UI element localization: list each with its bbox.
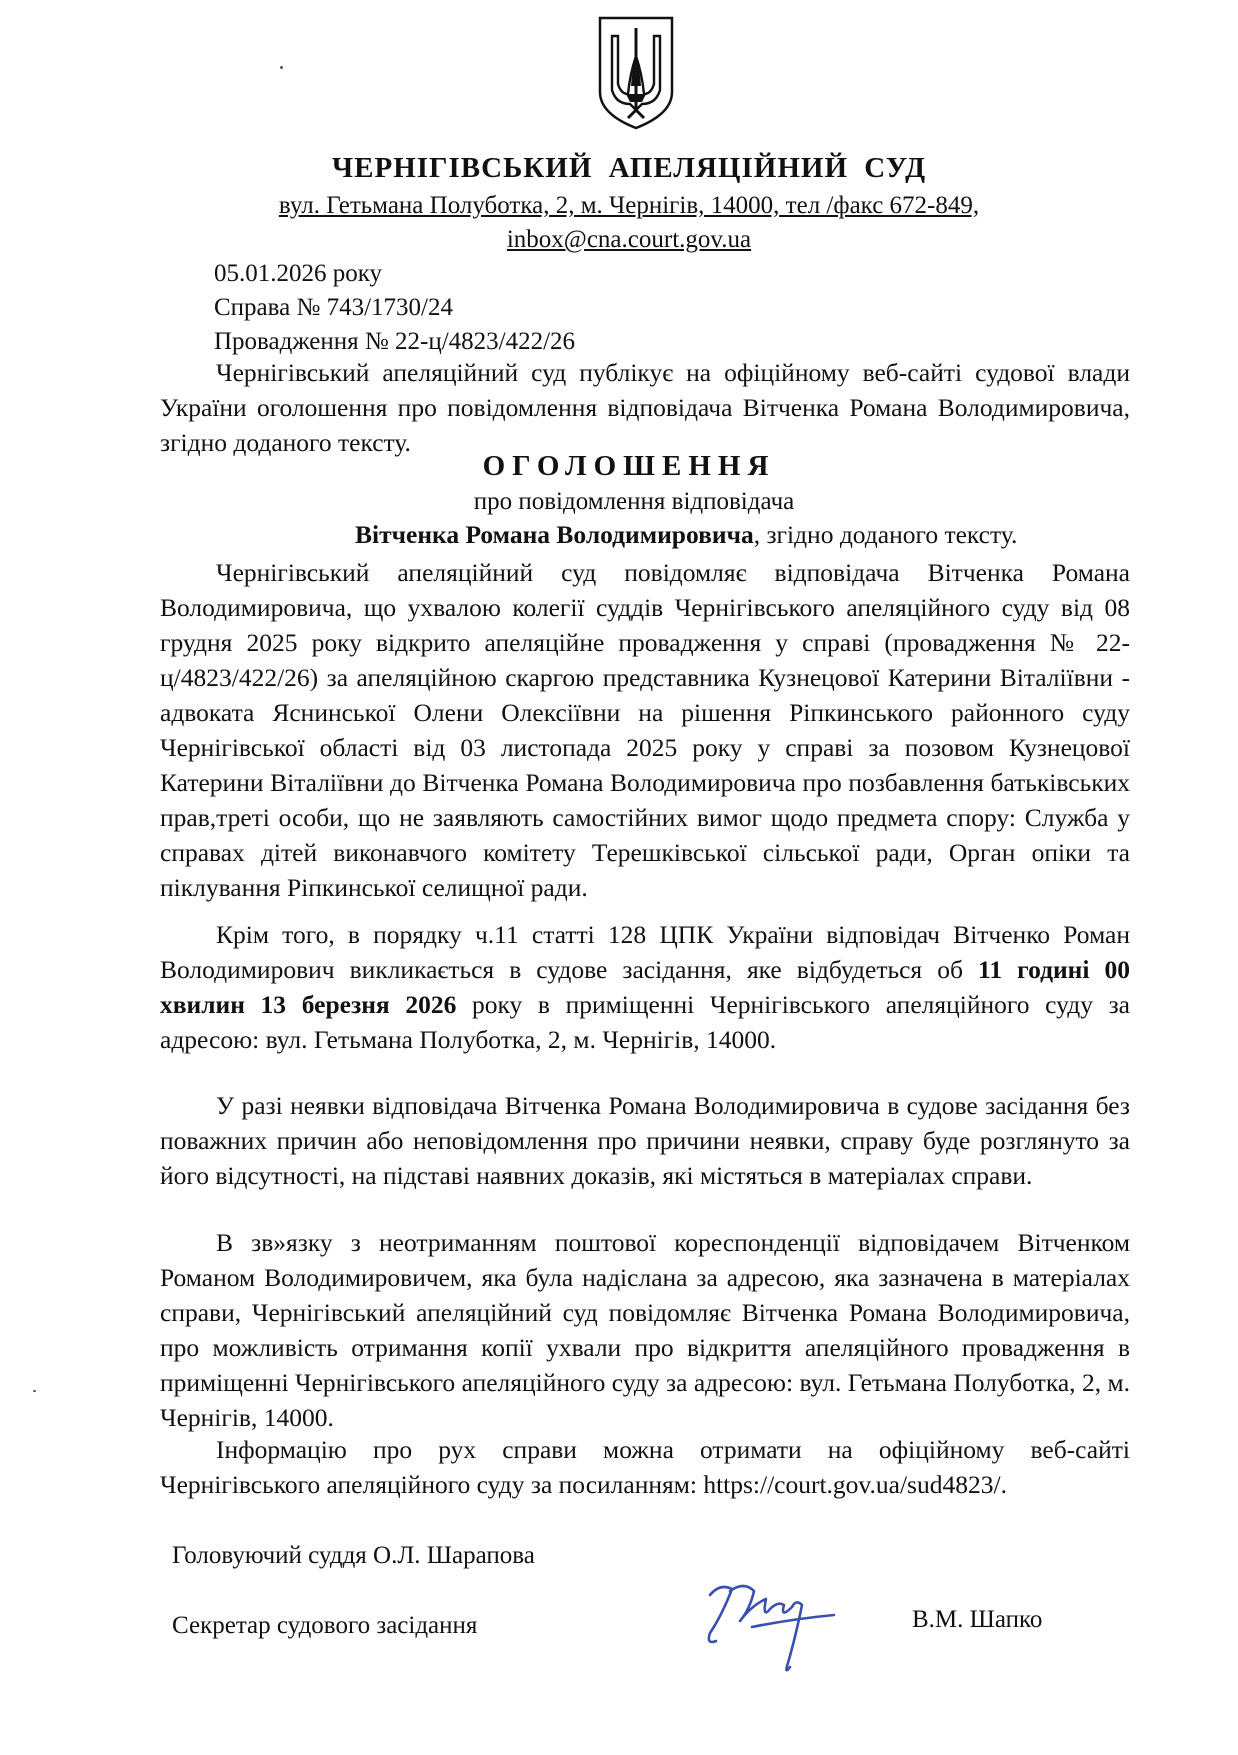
announcement-subtitle: про повідомлення відповідача (473, 488, 795, 515)
secretary-name: В.М. Шапко (912, 1606, 1043, 1633)
announcement-title: ОГОЛОШЕННЯ (482, 450, 776, 482)
coat-of-arms-icon (596, 14, 676, 132)
court-address: вул. Гетьмана Полуботка, 2, м. Чернігів, 14000, тел /факс 672-849, (278, 192, 980, 219)
court-email: inbox@cna.court.gov.ua (506, 226, 752, 253)
defendant-line (355, 520, 1017, 550)
hearing-datetime: 11 годині 00 хвилин 13 березня 2026 (160, 955, 1131, 1019)
paragraph-hearing-summons (160, 917, 1130, 1057)
case-number: Справа № 743/1730/24 (214, 294, 453, 321)
intro-paragraph: Чернігівський апеляційний суд публікує на офіційному веб-сайті судової влади України оголошення про повідомлення відповідача Вітченка Романа Володимировича, згідно доданого тексту. (160, 358, 1130, 457)
secretary-label: Секретар судового засідання (172, 1612, 478, 1639)
defendant-suffix: , згідно доданого тексту. (753, 520, 1018, 549)
paragraph-appeal-opened: Чернігівський апеляційний суд повідомляє відповідача Вітченка Романа Володимировича, що ухвалою колегії суддів Чернігівського апеляційного суду від 08 грудня 2025 року відкрито апеляційне провадження у справі (провадження № 22-ц/4823/422/26) за апеляційною скаргою представника Кузнецової Катерини Віталіївни - адвоката Яснинської Олени Олексіївни на рішення Ріпкинського районного суду Чернігівської області від 03 листопада 2025 року у справі за позовом Кузнецової Катерини Віталіївни до Вітченка Романа Володимировича про позбавлення батьківських прав,треті особи, що не заявляють самостійних вимог щодо предмета спору: Служба у справах дітей виконавчого комітету Терешківської сільської ради, Орган опіки та піклування Ріпкинської селищної ради. (160, 558, 1130, 902)
paragraph-mail-notice: В зв»язку з неотриманням поштової кореспонденції відповідачем Вітченком Романом Володимировичем, яка була надіслана за адресою, яка зазначена в матеріалах справи, Чернігівський апеляційний суд повідомляє Вітченка Романа Володимировича, про можливість отримання копії ухвали про відкриття апеляційного провадження в приміщенні Чернігівського апеляційного суду за адресою: вул. Гетьмана Полуботка, 2, м. Чернігів, 14000. (160, 1228, 1130, 1432)
proceeding-number: Провадження № 22-ц/4823/422/26 (214, 328, 576, 355)
document-date: 05.01.2026 року (214, 260, 383, 287)
hearing-text-after: року в приміщенні Чернігівського апеляційного суду за адресою: вул. Гетьмана Полуботка, 2, м. Чернігів, 14000. (160, 990, 1131, 1054)
hearing-text-before: Крім того, в порядку ч.11 статті 128 ЦПК України відповідач Вітченко Роман Володимирович викликається в судове засідання, яке відбудеться об (160, 920, 1130, 984)
scan-dot (33, 1390, 36, 1392)
handwritten-signature (692, 1575, 842, 1685)
scan-dot (280, 66, 283, 69)
presiding-judge: Головуючий суддя О.Л. Шарапова (172, 1542, 535, 1569)
defendant-name: Вітченка Романа Володимировича (355, 520, 754, 549)
paragraph-absence-consequence: У разі неявки відповідача Вітченка Романа Володимировича в судове засідання без поважних причин або неповідомлення про причини неявки, справу буде розглянуто за його відсутності, на підставі наявних доказів, які містяться в матеріалах справи. (160, 1091, 1130, 1190)
paragraph-case-info-link: Інформацію про рух справи можна отримати на офіційному веб-сайті Чернігівського апеляційного суду за посиланням: https://court.gov.ua/sud4823/. (160, 1435, 1130, 1499)
court-name: ЧЕРНІГІВСЬКИЙ АПЕЛЯЦІЙНИЙ СУД (331, 152, 927, 184)
